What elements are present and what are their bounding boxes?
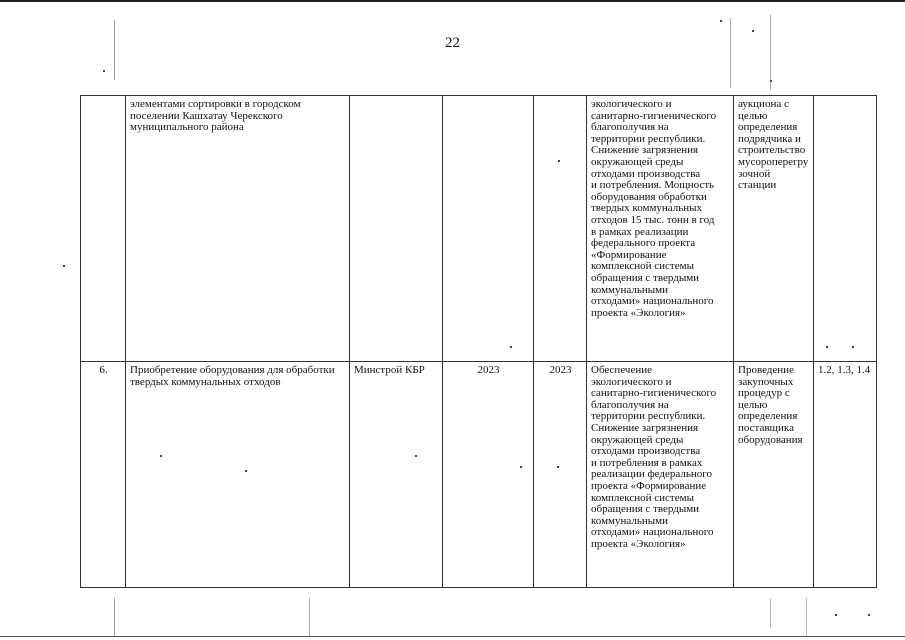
result-line: проекта «Экология» [591,306,686,319]
notes-line: поставщика [738,421,794,434]
result-line: и потребления. Мощность [591,179,715,192]
page-number: 22 [445,35,460,51]
result-line: отходов 15 тыс. тонн в год [591,213,715,226]
scan-speck [245,470,247,472]
result-line: коммунальными [591,514,668,527]
result-line: отходами» национального [591,526,714,539]
scan-speck [868,614,870,616]
notes-line: целью [738,109,768,122]
scan-top-edge [0,0,905,2]
result-line: благополучия на [591,398,669,411]
scan-speck [752,30,754,32]
scan-speck [826,346,828,348]
scan-artifact-line [770,598,771,628]
result-line: обращения с твердыми [591,503,700,516]
result-line: территории республики. [591,410,706,423]
measures-table [80,95,877,588]
notes-line: мусороперегру [738,155,809,168]
table-row [81,96,877,362]
result-line: комплексной системы [591,260,694,273]
result-line: и потребления в рамках [591,456,703,469]
notes [734,362,814,588]
scan-bottom-edge [0,636,905,637]
notes [734,96,814,362]
result-line: реализации федерального [591,468,712,481]
row-number: 6. [81,362,126,588]
expected-result [587,96,734,362]
result-line: коммунальными [591,283,668,296]
result-line: экологического и [591,98,672,110]
result-line: Обеспечение [591,364,652,376]
start-year [443,96,534,362]
scan-speck [835,614,837,616]
result-line: твердых коммунальных [591,202,703,215]
result-line: отходами» национального [591,295,714,308]
notes-line: Проведение [738,364,794,376]
notes-line: зочной [738,167,771,180]
notes-line: целью [738,398,768,411]
result-line: отходами производства [591,167,701,180]
scan-speck [558,160,560,162]
result-line: окружающей среды [591,155,684,168]
scan-artifact-line [730,18,731,88]
end-year: 2023 [534,362,587,588]
scan-speck [160,455,162,457]
scan-speck [510,346,512,348]
result-line: проекта «Экология» [591,537,686,550]
scan-speck [415,455,417,457]
result-line: санитарно-гигиенического [591,387,717,400]
scan-speck [520,466,522,468]
result-line: проекта «Формирование [591,479,707,492]
result-line: оборудования обработки [591,190,707,203]
notes-line: оборудования [738,433,803,446]
table-row [81,362,877,588]
measure-name: Приобретение оборудования для обработки твердых коммунальных отходов [126,362,350,588]
scan-artifact-line [114,598,115,636]
end-year [534,96,587,362]
notes-line: подрядчика и [738,132,801,145]
scan-speck [852,346,854,348]
notes-line: определения [738,121,798,134]
indicators [814,96,877,362]
indicators: 1.2, 1.3, 1.4 [814,362,877,588]
notes-line: процедур с [738,387,790,400]
scan-speck [557,466,559,468]
notes-line: строительство [738,144,806,157]
result-line: Снижение загрязнения [591,421,699,434]
result-line: федерального проекта [591,237,696,250]
notes-line: определения [738,410,798,423]
scan-speck [63,265,65,267]
result-line: в рамках реализации [591,225,689,238]
scan-artifact-line [114,20,115,80]
scan-artifact-line [770,15,771,90]
scan-speck [770,80,772,82]
result-line: отходами производства [591,445,701,458]
scan-artifact-line [309,598,310,636]
notes-line: закупочных [738,375,794,388]
result-line: экологического и [591,375,672,388]
scan-speck [103,70,105,72]
measure-name: элементами сортировки в городском поселении Кашхатау Черекского муниципального района [126,96,350,362]
executor [350,96,443,362]
result-line: обращения с твердыми [591,271,700,284]
executor: Минстрой КБР [350,362,443,588]
notes-line: станции [738,179,777,192]
result-line: окружающей среды [591,433,684,446]
notes-line: аукциона с [738,98,789,110]
scan-artifact-line [806,598,807,636]
start-year: 2023 [443,362,534,588]
result-line: санитарно-гигиенического [591,109,717,122]
result-line: «Формирование [591,248,667,261]
expected-result [587,362,734,588]
result-line: благополучия на [591,121,669,134]
result-line: комплексной системы [591,491,694,504]
row-number [81,96,126,362]
scan-speck [720,20,722,22]
result-line: Снижение загрязнения [591,144,699,157]
result-line: территории республики. [591,132,706,145]
